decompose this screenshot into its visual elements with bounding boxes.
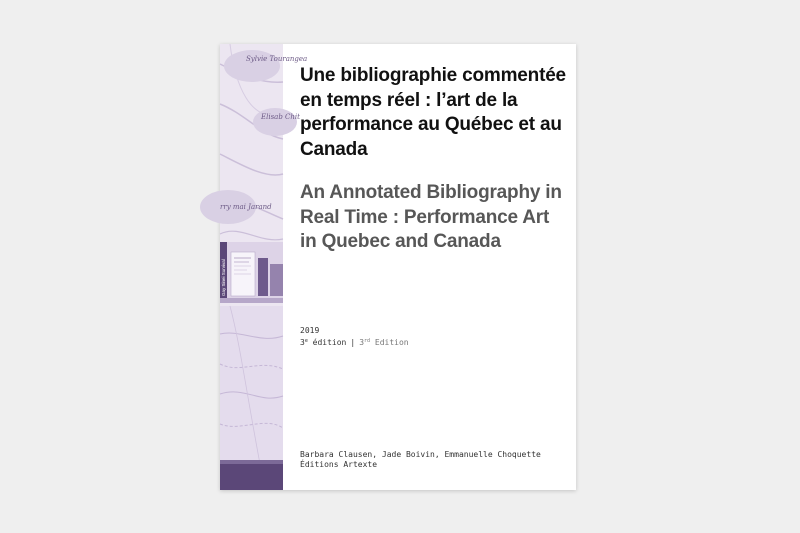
edition-en-number: 3 — [359, 338, 365, 347]
book-cover — [220, 44, 576, 490]
edition-info — [300, 326, 409, 348]
edition-fr-number: 3 — [300, 338, 305, 347]
publisher: Éditions Artexte — [300, 460, 378, 469]
authors: Barbara Clausen, Jade Boivin, Emmanuelle Choquette — [300, 450, 541, 459]
edition-fr-word: édition — [307, 338, 347, 347]
title-french: Une bibliographie commentée en temps réel : l’art de la performance au Québec et au Canada — [300, 65, 566, 160]
edition-en-sup: rd — [364, 338, 371, 344]
edition-en-word: Edition — [370, 338, 409, 347]
edition-separator: | — [350, 338, 356, 347]
handwritten-label: Sylvie Tourangea — [246, 55, 308, 63]
edition-fr-sup: e — [304, 338, 308, 344]
edition-line — [300, 336, 409, 348]
edition-en — [359, 338, 408, 347]
publication-year: 2019 — [300, 326, 320, 335]
title-english: An Annotated Bibliography in Real Time : Performance Art in Quebec and Canada — [300, 182, 562, 252]
handwritten-label: Elisab Chit — [261, 113, 300, 121]
handwritten-label: rry mai Jarand — [220, 203, 272, 211]
credits — [300, 450, 541, 470]
cover-artwork-strip — [220, 44, 308, 490]
cover-text-panel — [283, 44, 576, 490]
artwork-illustration — [220, 44, 308, 490]
book-spine-text: Gay Sinei Survival — [221, 259, 226, 296]
